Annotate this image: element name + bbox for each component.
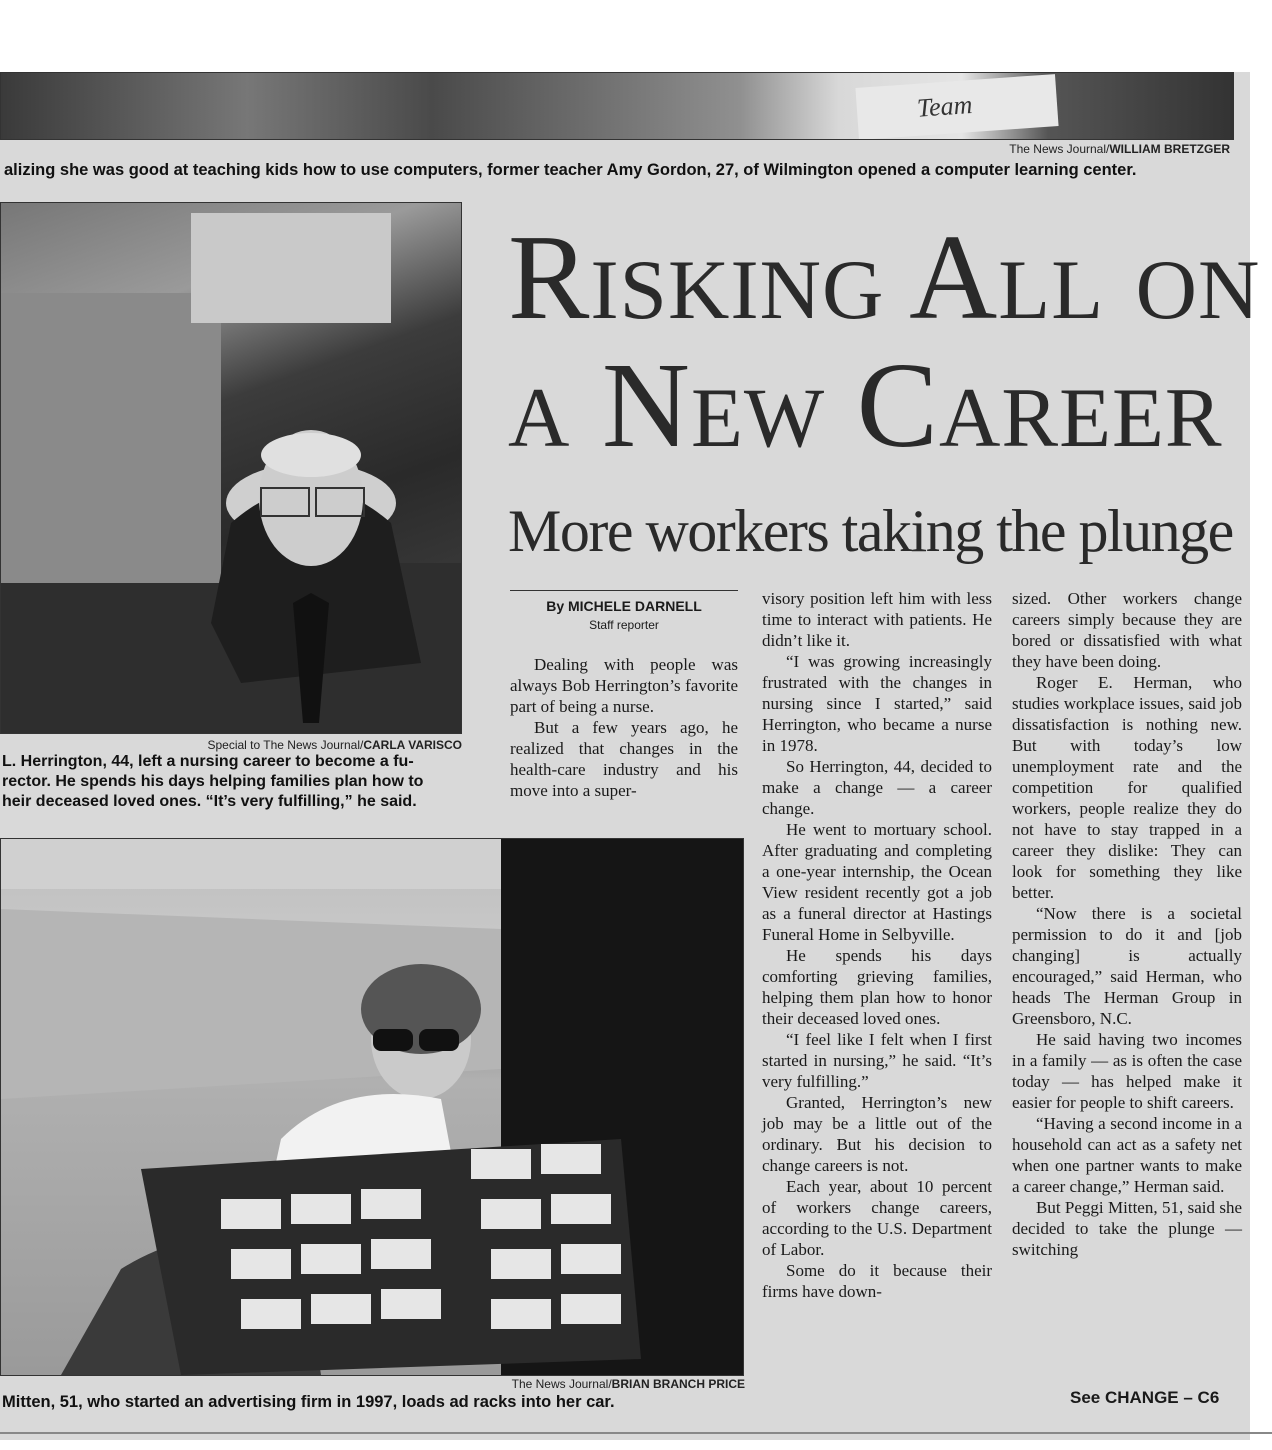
article-column-3 <box>1012 588 1242 1260</box>
paragraph: “I was growing increasingly frustrated with the changes in nursing since I started,” said Herrington, who became a nurse in 1978. <box>762 652 992 755</box>
headline-line-2: a New Career <box>508 338 1223 473</box>
paragraph: So Herrington, 44, decided to make a change — a career change. <box>762 757 992 818</box>
paragraph: He spends his days comforting grieving families, helping them plan how to honor their deceased loved ones. <box>762 946 992 1028</box>
paragraph: Some do it because their firms have down- <box>762 1261 992 1301</box>
top-photo <box>0 72 1234 140</box>
photo-herrington <box>0 202 462 734</box>
photo1-caption-line: heir deceased loved ones. “It’s very fulfilling,” he said. <box>2 793 417 810</box>
byline-role: Staff reporter <box>589 618 659 632</box>
photo-mitten <box>0 838 744 1376</box>
photo1-caption-line: L. Herrington, 44, left a nursing career to become a fu- <box>2 753 414 770</box>
paragraph: “Having a second income in a household can act as a safety net when one partner wants to make a career change,” Herman said. <box>1012 1114 1242 1196</box>
paragraph: “Now there is a societal permission to do it and [job changing] is actually encouraged,” said Herman, who heads The Herman Group in Greensboro, N.C. <box>1012 904 1242 1028</box>
headline <box>508 210 1261 473</box>
paragraph: He went to mortuary school. After graduating and completing a one-year internship, the Ocean View resident recently got a job as a funeral director at Hastings Funeral Home in Selbyville. <box>762 820 992 944</box>
photo2-caption: Mitten, 51, who started an advertising firm in 1997, loads ad racks into her car. <box>2 1393 615 1411</box>
paragraph: Roger E. Herman, who studies workplace issues, said job dissatisfaction is nothing new. But with today’s low unemployment rate and the competition for qualified workers, people realize they do not have to stay trapped in a career they dislike: They can look for something they like better. <box>1012 673 1242 902</box>
paragraph: He said having two incomes in a family — as is often the case today — has helped make it easier for people to shift careers. <box>1012 1030 1242 1112</box>
byline-rule <box>510 590 738 591</box>
photo-mitten-figure <box>1 839 743 1375</box>
byline-name: By MICHELE DARNELL <box>546 598 702 614</box>
paragraph: But Peggi Mitten, 51, said she decided to take the plunge — switching <box>1012 1198 1242 1259</box>
photo-herrington-figure <box>1 203 461 733</box>
photo1-credit: Special to The News Journal/CARLA VARISCO <box>207 738 462 752</box>
top-photo-caption: alizing she was good at teaching kids how to use computers, former teacher Amy Gordon, 27, of Wilmington opened a computer learning center. <box>4 161 1137 179</box>
article-column-2 <box>762 588 992 1302</box>
subheadline: More workers taking the plunge <box>508 498 1233 564</box>
paragraph: visory position left him with less time to interact with patients. He didn’t like it. <box>762 589 992 650</box>
headline-line-1: Risking All on <box>508 210 1261 345</box>
paragraph: sized. Other workers change careers simply because they are bored or dissatisfied with what they have been doing. <box>1012 589 1242 671</box>
photo1-caption <box>2 752 472 812</box>
paragraph: “I feel like I felt when I first started in nursing,” he said. “It’s very fulfilling.” <box>762 1030 992 1091</box>
paragraph: But a few years ago, he realized that changes in the health-care industry and his move into a super- <box>510 718 738 800</box>
paragraph: Each year, about 10 percent of workers change careers, according to the U.S. Department of Labor. <box>762 1177 992 1259</box>
photo2-credit: The News Journal/BRIAN BRANCH PRICE <box>511 1377 745 1391</box>
paragraph: Dealing with people was always Bob Herrington’s favorite part of being a nurse. <box>510 655 738 716</box>
team-card <box>855 74 1058 140</box>
jump-line: See CHANGE – C6 <box>1070 1388 1220 1407</box>
team-card-text: Team <box>915 89 974 123</box>
page-edge <box>0 1432 1272 1434</box>
article-column-1 <box>510 654 738 801</box>
top-photo-credit: The News Journal/WILLIAM BRETZGER <box>1009 142 1230 156</box>
paragraph: Granted, Herrington’s new job may be a little out of the ordinary. But his decision to change careers is not. <box>762 1093 992 1175</box>
photo1-caption-line: rector. He spends his days helping families plan how to <box>2 773 424 790</box>
